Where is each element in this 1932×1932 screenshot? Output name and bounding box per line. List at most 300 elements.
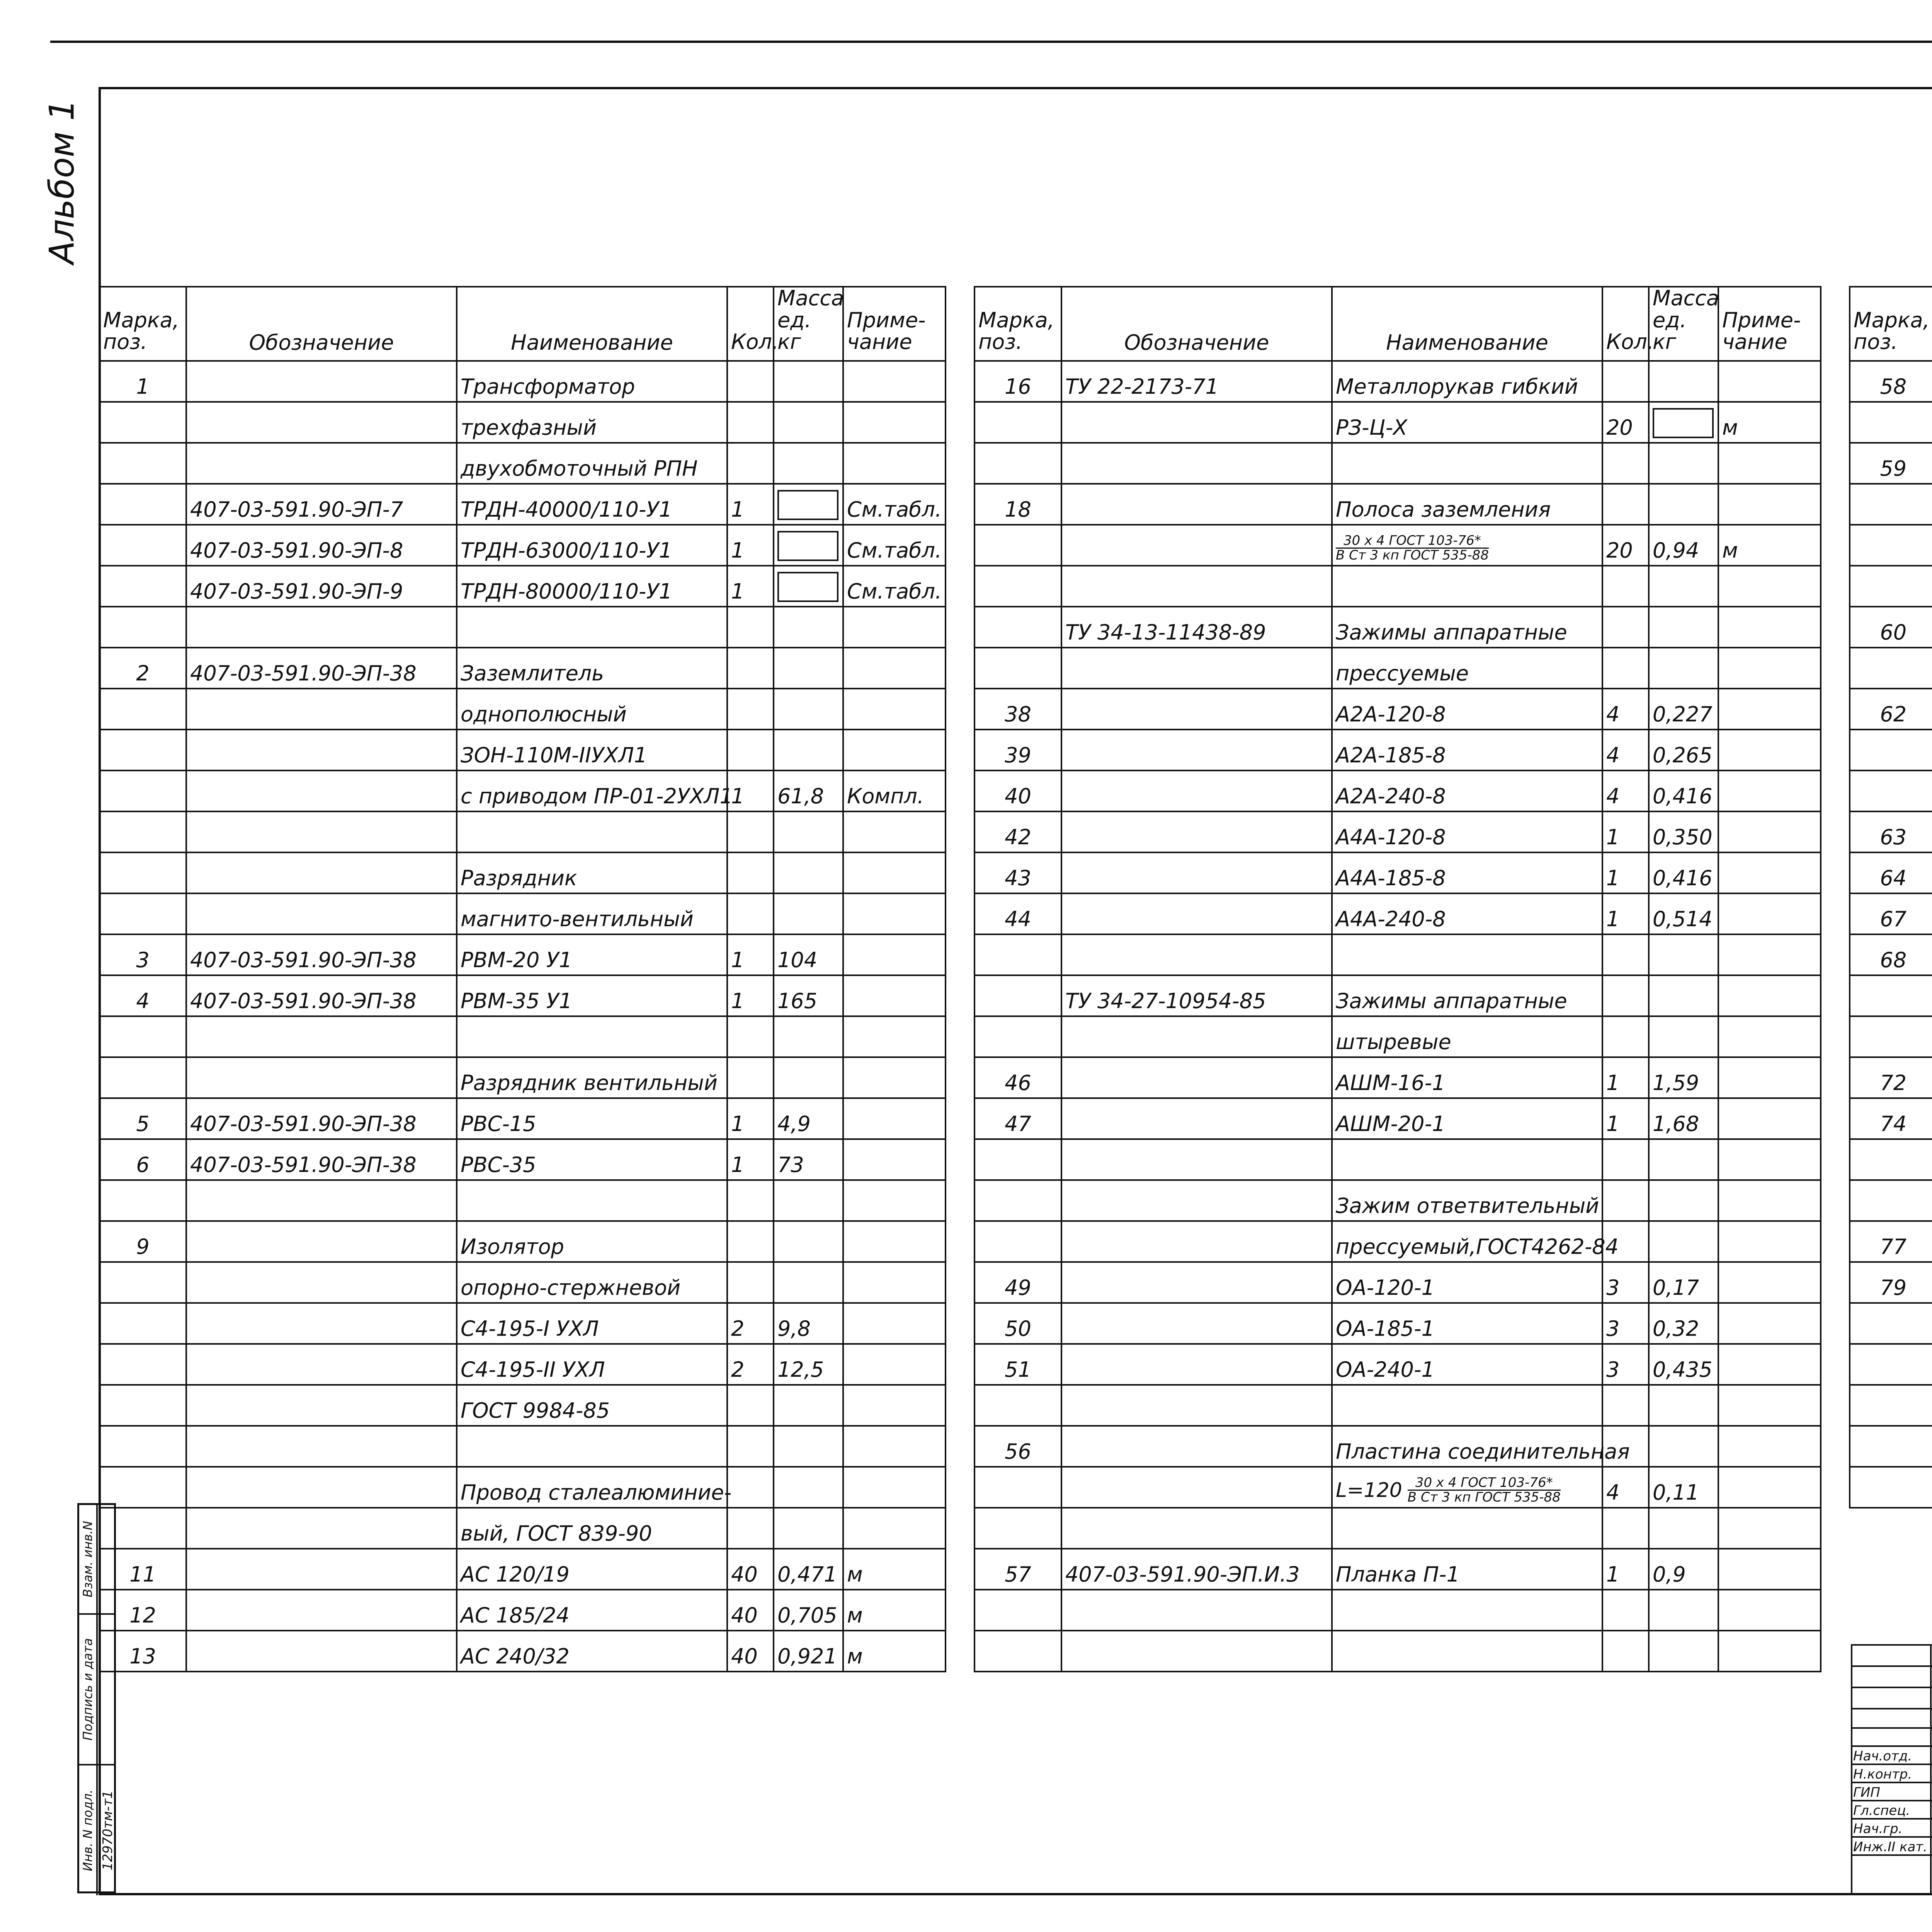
cell-qty	[727, 893, 774, 934]
cell-mark	[975, 648, 1061, 689]
table-row	[1850, 648, 1932, 689]
table-row	[1850, 770, 1932, 811]
cell-mass: 0,11	[1649, 1467, 1718, 1508]
table-row	[99, 1549, 946, 1590]
cell-qty: 3	[1602, 1344, 1649, 1385]
cell-qty: 1	[1602, 1098, 1649, 1139]
cell-note	[843, 607, 946, 648]
cell-qty	[1602, 361, 1649, 402]
cell-qty	[727, 648, 774, 689]
cell-designation	[1061, 566, 1332, 607]
cell-mark	[1850, 975, 1932, 1016]
table-row	[99, 1098, 946, 1139]
cell-note	[1718, 1508, 1821, 1549]
cell-note: м	[1718, 525, 1821, 566]
cell-note	[843, 975, 946, 1016]
cell-note	[1718, 1139, 1821, 1180]
cell-mass	[1649, 1016, 1718, 1057]
cell-mark	[1850, 402, 1932, 443]
table-row	[1850, 402, 1932, 443]
cell-designation	[186, 1508, 457, 1549]
cell-mark: 49	[975, 1262, 1061, 1303]
cell-mark	[975, 566, 1061, 607]
table-row	[99, 402, 946, 443]
cell-mark	[1850, 1467, 1932, 1508]
cell-designation	[1061, 893, 1332, 934]
cell-mass	[1649, 361, 1718, 402]
cell-mass: 0,705	[774, 1590, 843, 1631]
table-row	[1850, 1344, 1932, 1385]
cell-mark	[99, 689, 186, 730]
table-row	[975, 852, 1821, 893]
cell-note: м	[843, 1549, 946, 1590]
cell-mark	[975, 1016, 1061, 1057]
cell-mass	[1649, 566, 1718, 607]
cell-designation	[1061, 1385, 1332, 1426]
cell-mass	[1649, 1180, 1718, 1221]
cell-designation	[1061, 811, 1332, 852]
cell-mark	[1850, 1180, 1932, 1221]
cell-note	[843, 1016, 946, 1057]
cell-mark: 51	[975, 1344, 1061, 1385]
cell-mark	[975, 1180, 1061, 1221]
cell-mark: 67	[1850, 893, 1932, 934]
cell-designation: 407-03-591.90-ЭП-38	[186, 1139, 457, 1180]
cell-mass	[774, 1016, 843, 1057]
cell-designation	[1061, 1467, 1332, 1508]
table-row	[975, 1590, 1821, 1631]
cell-note	[1718, 770, 1821, 811]
cell-name: РВС-35	[457, 1139, 727, 1180]
table-row	[975, 1098, 1821, 1139]
tb-signatory-role: Гл.спец.	[1853, 1803, 1910, 1818]
cell-note	[1718, 1631, 1821, 1672]
table-row	[1850, 975, 1932, 1016]
cell-mass: 1,59	[1649, 1057, 1718, 1098]
table-row	[1850, 1139, 1932, 1180]
table-row	[1850, 1385, 1932, 1426]
cell-note	[843, 934, 946, 975]
cell-mark: 40	[975, 770, 1061, 811]
stamp-label-inv-ref: Взам. инв.N	[79, 1505, 98, 1613]
cell-note	[843, 1057, 946, 1098]
cell-note	[1718, 1590, 1821, 1631]
fraction-numerator: 30 х 4 ГОСТ 103-76*	[1408, 1476, 1561, 1491]
cell-note	[843, 730, 946, 770]
cell-qty	[1602, 607, 1649, 648]
top-border-line	[50, 41, 1932, 43]
table-row	[99, 1180, 946, 1221]
cell-mark	[975, 1508, 1061, 1549]
cell-designation	[186, 1057, 457, 1098]
cell-note	[1718, 443, 1821, 484]
cell-note	[1718, 689, 1821, 730]
cell-name: ОА-120-1	[1332, 1262, 1602, 1303]
cell-mark: 47	[975, 1098, 1061, 1139]
cell-qty	[1602, 1590, 1649, 1631]
cell-mark: 59	[1850, 443, 1932, 484]
cell-designation	[1061, 1344, 1332, 1385]
cell-mass	[774, 566, 843, 607]
cell-name: опорно-стержневой	[457, 1262, 727, 1303]
cell-mark	[975, 1631, 1061, 1672]
title-block	[1851, 1644, 1932, 1895]
cell-mark: 58	[1850, 361, 1932, 402]
table-row	[99, 361, 946, 402]
cell-designation	[1061, 1508, 1332, 1549]
cell-name	[457, 1016, 727, 1057]
table-row	[1850, 525, 1932, 566]
cell-name: Полоса заземления	[1332, 484, 1602, 525]
cell-mass	[774, 484, 843, 525]
cell-qty: 20	[1602, 525, 1649, 566]
cell-name: Провод сталеалюминие-	[457, 1467, 727, 1508]
cell-name: ГОСТ 9984-85	[457, 1385, 727, 1426]
table-row	[99, 1590, 946, 1631]
cell-designation	[1061, 1139, 1332, 1180]
table-row	[975, 1631, 1821, 1672]
cell-designation	[1061, 1016, 1332, 1057]
cell-mass	[1649, 1631, 1718, 1672]
cell-note	[843, 1180, 946, 1221]
cell-designation: 407-03-591.90-ЭП-38	[186, 975, 457, 1016]
cell-mark: 42	[975, 811, 1061, 852]
table-row	[975, 1467, 1821, 1508]
cell-note	[843, 811, 946, 852]
cell-qty: 1	[727, 525, 774, 566]
cell-name: с приводом ПР-01-2УХЛ1	[457, 770, 727, 811]
cell-name: Трансформатор	[457, 361, 727, 402]
cell-mark	[1850, 525, 1932, 566]
cell-mass	[1649, 607, 1718, 648]
cell-qty: 1	[1602, 811, 1649, 852]
table-row	[1850, 934, 1932, 975]
table-row	[1850, 484, 1932, 525]
table-row	[975, 1221, 1821, 1262]
cell-qty	[727, 1385, 774, 1426]
cell-name: Заземлитель	[457, 648, 727, 689]
cell-mark	[99, 1303, 186, 1344]
cell-name: Разрядник вентильный	[457, 1057, 727, 1098]
cell-note	[843, 1303, 946, 1344]
cell-mark: 57	[975, 1549, 1061, 1590]
tb-signatory-role: Инж.II кат.	[1853, 1839, 1927, 1855]
cell-mark: 50	[975, 1303, 1061, 1344]
cell-mark	[1850, 648, 1932, 689]
cell-mass	[774, 1180, 843, 1221]
table-row	[99, 975, 946, 1016]
cell-name: ТРДН-40000/110-У1	[457, 484, 727, 525]
cell-qty	[727, 361, 774, 402]
cell-mass	[1649, 484, 1718, 525]
cell-note: м	[1718, 402, 1821, 443]
header-mass: Масса ед. кг	[1649, 287, 1718, 361]
cell-note	[1718, 1344, 1821, 1385]
cell-mass: 0,32	[1649, 1303, 1718, 1344]
cell-designation	[186, 1344, 457, 1385]
table-row	[1850, 1016, 1932, 1057]
cell-mass: 0,416	[1649, 852, 1718, 893]
table-row	[1850, 566, 1932, 607]
cell-mark	[975, 1221, 1061, 1262]
cell-mark: 68	[1850, 934, 1932, 975]
cell-name: однополюсный	[457, 689, 727, 730]
cell-mass	[774, 689, 843, 730]
cell-name	[1332, 525, 1602, 566]
table-row	[99, 934, 946, 975]
cell-note	[843, 1344, 946, 1385]
tb-grid-hline	[1851, 1727, 1932, 1729]
cell-designation	[1061, 1303, 1332, 1344]
cell-designation	[1061, 402, 1332, 443]
cell-name: АШМ-20-1	[1332, 1098, 1602, 1139]
cell-note	[1718, 1221, 1821, 1262]
cell-designation	[186, 1385, 457, 1426]
table-row	[1850, 852, 1932, 893]
cell-note	[1718, 893, 1821, 934]
cell-mark	[1850, 484, 1932, 525]
cell-mass: 0,227	[1649, 689, 1718, 730]
cell-note	[843, 1221, 946, 1262]
cell-note: См.табл.	[843, 484, 946, 525]
table-row	[975, 770, 1821, 811]
cell-qty: 4	[1602, 730, 1649, 770]
cell-qty	[727, 1016, 774, 1057]
cell-designation	[186, 893, 457, 934]
cell-mark	[99, 1426, 186, 1467]
cell-designation: ТУ 34-13-11438-89	[1061, 607, 1332, 648]
tb-signatory-role: Н.контр.	[1853, 1767, 1912, 1782]
approval-stamp-column	[77, 1503, 116, 1893]
cell-name: С4-195-I УХЛ	[457, 1303, 727, 1344]
cell-mass: 0,350	[1649, 811, 1718, 852]
cell-mass: 0,9	[1649, 1549, 1718, 1590]
cell-mark	[1850, 1303, 1932, 1344]
cell-note	[843, 1098, 946, 1139]
tb-signatory-role: ГИП	[1853, 1785, 1880, 1800]
cell-qty: 1	[727, 975, 774, 1016]
cell-name: Разрядник	[457, 852, 727, 893]
cell-name	[1332, 443, 1602, 484]
header-mark: Марка, поз.	[1850, 287, 1932, 361]
cell-name: РВМ-20 У1	[457, 934, 727, 975]
table-row	[1850, 607, 1932, 648]
table-row	[975, 1385, 1821, 1426]
cell-name: А4А-120-8	[1332, 811, 1602, 852]
cell-qty	[727, 607, 774, 648]
cell-mark	[975, 1467, 1061, 1508]
cell-designation	[186, 1016, 457, 1057]
cell-qty	[727, 852, 774, 893]
cell-designation	[1061, 1057, 1332, 1098]
header-name: Наименование	[457, 287, 727, 361]
cell-mark: 44	[975, 893, 1061, 934]
cell-name	[457, 1180, 727, 1221]
blank-mass-box	[1653, 408, 1714, 438]
cell-mark	[99, 852, 186, 893]
header-note: Приме- чание	[1718, 287, 1821, 361]
cell-name: штыревые	[1332, 1016, 1602, 1057]
cell-mark: 72	[1850, 1057, 1932, 1098]
cell-mass	[774, 648, 843, 689]
cell-mass: 0,94	[1649, 525, 1718, 566]
cell-name: А2А-240-8	[1332, 770, 1602, 811]
cell-mass: 4,9	[774, 1098, 843, 1139]
cell-mark: 79	[1850, 1262, 1932, 1303]
cell-name: Зажимы аппаратные	[1332, 607, 1602, 648]
cell-note	[843, 1508, 946, 1549]
cell-name: двухобмоточный РПН	[457, 443, 727, 484]
cell-qty	[727, 730, 774, 770]
cell-mark: 63	[1850, 811, 1932, 852]
cell-note	[843, 1139, 946, 1180]
cell-name	[457, 607, 727, 648]
cell-mass: 0,435	[1649, 1344, 1718, 1385]
cell-name: Металлорукав гибкий	[1332, 361, 1602, 402]
cell-mass: 12,5	[774, 1344, 843, 1385]
cell-name	[1332, 1385, 1602, 1426]
cell-qty	[727, 1467, 774, 1508]
cell-note: См.табл.	[843, 566, 946, 607]
cell-mark	[99, 1016, 186, 1057]
cell-note	[1718, 607, 1821, 648]
cell-qty: 3	[1602, 1262, 1649, 1303]
table-row	[99, 484, 946, 525]
cell-mark	[99, 525, 186, 566]
cell-mass	[774, 1057, 843, 1098]
cell-mark: 56	[975, 1426, 1061, 1467]
cell-mass: 165	[774, 975, 843, 1016]
cell-qty	[727, 443, 774, 484]
table-row	[975, 361, 1821, 402]
cell-qty: 1	[1602, 1549, 1649, 1590]
header-mass: Масса ед. кг	[774, 287, 843, 361]
cell-qty: 1	[727, 566, 774, 607]
cell-note	[1718, 730, 1821, 770]
table-row	[99, 1508, 946, 1549]
stamp-cell-signature	[79, 1613, 114, 1764]
cell-name	[1332, 1590, 1602, 1631]
cell-designation	[1061, 689, 1332, 730]
cell-note	[1718, 934, 1821, 975]
cell-qty: 1	[727, 1098, 774, 1139]
table-row	[99, 893, 946, 934]
cell-name: А4А-185-8	[1332, 852, 1602, 893]
cell-note	[843, 852, 946, 893]
header-qty: Кол.	[727, 287, 774, 361]
table-row	[975, 1180, 1821, 1221]
cell-qty	[727, 1262, 774, 1303]
cell-name: ТРДН-80000/110-У1	[457, 566, 727, 607]
cell-qty: 4	[1602, 770, 1649, 811]
cell-mass	[1649, 1385, 1718, 1426]
cell-qty: 4	[1602, 689, 1649, 730]
cell-qty	[1602, 1016, 1649, 1057]
table-row	[975, 975, 1821, 1016]
cell-mark: 64	[1850, 852, 1932, 893]
stamp-cell-inv-ref	[79, 1505, 114, 1613]
cell-mass: 0,514	[1649, 893, 1718, 934]
spec-table-middle	[974, 286, 1821, 1672]
cell-designation: 407-03-591.90-ЭП-8	[186, 525, 457, 566]
table-row	[99, 648, 946, 689]
table-row	[975, 484, 1821, 525]
cell-designation	[186, 607, 457, 648]
cell-name	[1332, 1508, 1602, 1549]
cell-mass	[1649, 402, 1718, 443]
cell-mass	[774, 402, 843, 443]
cell-qty	[1602, 566, 1649, 607]
table-row	[99, 607, 946, 648]
cell-designation	[1061, 934, 1332, 975]
table-row	[99, 1426, 946, 1467]
tb-signatory-role: Нач.отд.	[1853, 1748, 1912, 1764]
table-row	[975, 1057, 1821, 1098]
blank-mass-box	[777, 531, 838, 561]
cell-designation	[186, 1303, 457, 1344]
table-row	[975, 689, 1821, 730]
cell-mark	[1850, 730, 1932, 770]
cell-designation	[1061, 443, 1332, 484]
table-row	[99, 689, 946, 730]
cell-note	[1718, 1426, 1821, 1467]
cell-qty	[1602, 484, 1649, 525]
cell-designation: 407-03-591.90-ЭП-38	[186, 648, 457, 689]
table-row	[1850, 1262, 1932, 1303]
cell-mass	[1649, 1221, 1718, 1262]
table-row	[1850, 689, 1932, 730]
cell-mass: 73	[774, 1139, 843, 1180]
cell-note	[1718, 566, 1821, 607]
cell-mark	[99, 443, 186, 484]
cell-note	[1718, 484, 1821, 525]
cell-name: трехфазный	[457, 402, 727, 443]
cell-qty	[1602, 443, 1649, 484]
stamp-label-signature: Подпись и дата	[79, 1615, 98, 1764]
cell-mark: 16	[975, 361, 1061, 402]
cell-designation	[186, 1467, 457, 1508]
cell-mark: 74	[1850, 1098, 1932, 1139]
cell-mark	[1850, 770, 1932, 811]
cell-qty: 1	[727, 770, 774, 811]
cell-mass	[774, 1262, 843, 1303]
cell-mass	[774, 811, 843, 852]
cell-mark	[1850, 566, 1932, 607]
cell-name	[1332, 1631, 1602, 1672]
cell-mark	[1850, 1016, 1932, 1057]
cell-mass	[774, 1426, 843, 1467]
cell-qty	[727, 1221, 774, 1262]
table-row	[975, 1303, 1821, 1344]
tb-grid-vline	[1930, 1644, 1932, 1895]
cell-mark	[99, 402, 186, 443]
header-name: Наименование	[1332, 287, 1602, 361]
cell-mass	[774, 607, 843, 648]
cell-mark: 13	[99, 1631, 186, 1672]
spec-table-left	[99, 286, 946, 1672]
cell-mass	[1649, 648, 1718, 689]
cell-designation	[1061, 1098, 1332, 1139]
table-row	[99, 1016, 946, 1057]
cell-name	[1332, 566, 1602, 607]
cell-mark	[1850, 1385, 1932, 1426]
cell-designation: 407-03-591.90-ЭП-38	[186, 1098, 457, 1139]
cell-note	[843, 1385, 946, 1426]
cell-mark	[99, 1344, 186, 1385]
table-row	[975, 730, 1821, 770]
table-row	[975, 607, 1821, 648]
table-row	[975, 1016, 1821, 1057]
